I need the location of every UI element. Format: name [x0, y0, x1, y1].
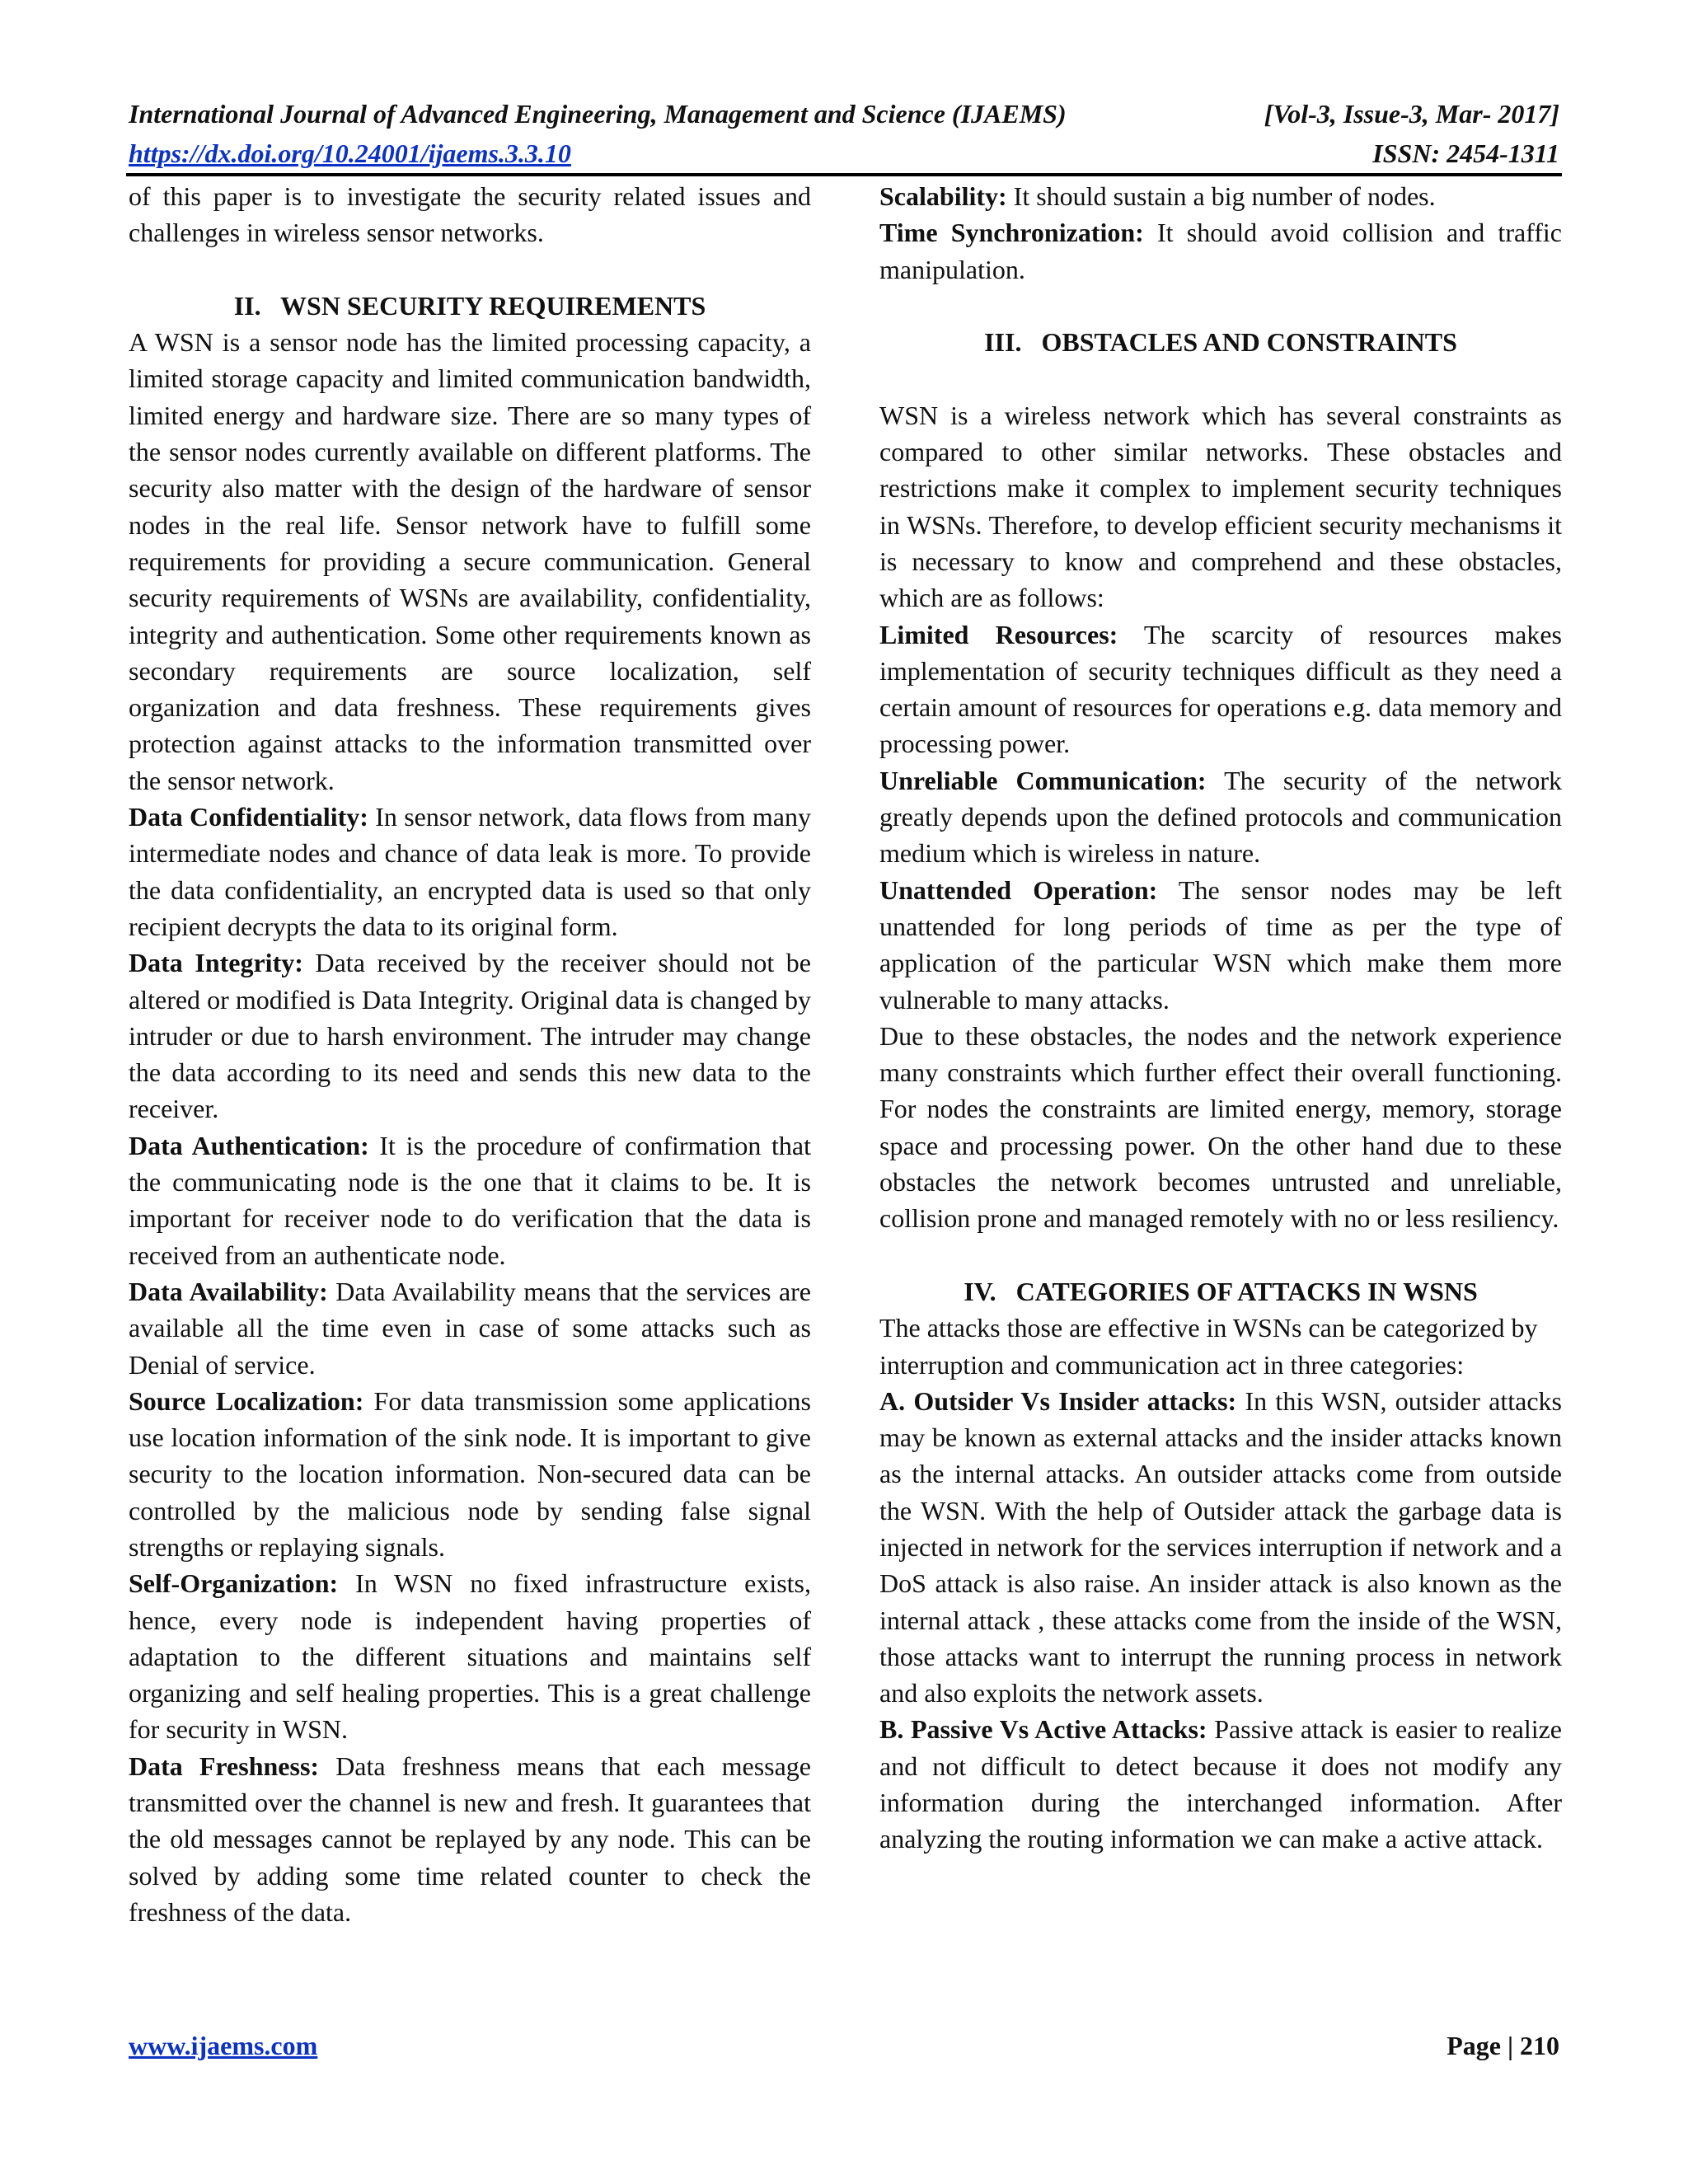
- attack-item: A. Outsider Vs Insider attacks: In this WSN, outsider attacks may be known as external attacks and the insider attacks known as the internal attacks. An outsider attacks come from outside the WSN. With the help of Outsider attack the garbage data is injected in network for the services interruption if network and a DoS attack is also raise. An insider attack is also known as the internal attack , these attacks come from the inside of the WSN, those attacks want to interrupt the running process in network and also exploits the network assets.: [879, 1385, 1563, 1708]
- section-3-closing: Due to these obstacles, the nodes and the network experience many constraints which further effect their overall functioning. For nodes the constraints are limited energy, memory, storage space and processing power. On the other hand due to these obstacles the network becomes untrusted and unreliable, collision prone and managed remotely with no or less resiliency.: [879, 1020, 1562, 1234]
- section-3-body: WSN is a wireless network which has several constraints as compared to other similar networks. These obstacles and restrictions make it complex to implement security techniques in WSNs. Therefore, to develop efficient security mechanisms it is necessary to know and comprehend and these obstacles, which are as follows:: [879, 400, 1562, 613]
- term: Data Confidentiality:: [129, 802, 368, 832]
- term: Self-Organization:: [129, 1568, 339, 1599]
- section-3-heading: III. OBSTACLES AND CONSTRAINTS: [984, 327, 1457, 358]
- term: Data Integrity:: [129, 948, 303, 978]
- intro-paragraph: of this paper is to investigate the security related issues and challenges in wireless sensor networks.: [129, 181, 811, 248]
- term: Data Authentication:: [129, 1130, 369, 1160]
- issn: ISSN: 2454-1311: [1372, 138, 1559, 168]
- term: B. Passive Vs Active Attacks:: [879, 1714, 1207, 1745]
- doi-link[interactable]: https://dx.doi.org/10.24001/ijaems.3.3.10: [129, 138, 571, 168]
- requirement-item: Data Integrity: Data received by the receiver should not be altered or modified is Data Integrity. Original data is changed by intruder or due to harsh environment. The intruder may change the data according to its need and sends this new data to the receiver.: [129, 948, 812, 1124]
- term: Scalability:: [879, 181, 1007, 211]
- requirement-item: Source Localization: For data transmission some applications use location information of the sink node. It is important to give security to the location information. Non-secured data can be controlled by the malicious node by sending false signal strengths or replaying signals.: [129, 1385, 812, 1562]
- requirement-item: Self-Organization: In WSN no fixed infrastructure exists, hence, every node is independent having properties of adaptation to the different situations and maintains self organizing and self healing properties. This is a great challenge for security in WSN.: [129, 1568, 811, 1745]
- section-4-heading: IV. CATEGORIES OF ATTACKS IN WSNS: [964, 1276, 1478, 1306]
- term: Unreliable Communication:: [879, 765, 1207, 795]
- term: A. Outsider Vs Insider attacks:: [879, 1385, 1237, 1416]
- obstacle-item: Unreliable Communication: The security of the network greatly depends upon the defined protocols and communication medium which is wireless in nature.: [879, 765, 1563, 869]
- page-number: Page | 210: [1447, 2031, 1559, 2060]
- section-2-heading: II. WSN SECURITY REQUIREMENTS: [233, 290, 706, 321]
- term: Source Localization:: [129, 1385, 364, 1416]
- attack-item: B. Passive Vs Active Attacks: Passive attack is easier to realize and not difficult to detect because it does not modify any information during the interchanged information. After analyzing the routing information we can make a active attack.: [879, 1714, 1563, 1854]
- section-2-body: A WSN is a sensor node has the limited processing capacity, a limited storage capacity and limited communication bandwidth, limited energy and hardware size. There are so many types of the sensor nodes currently available on different platforms. The security also matter with the design of the hardware of sensor nodes in the real life. Sensor network have to fulfill some requirements for providing a secure communication. General security requirements of WSNs are availability, confidentiality, integrity and authentication. Some other requirements known as secondary requirements are source localization, self organization and data freshness. These requirements gives protection against attacks to the information transmitted over the sensor network.: [129, 327, 811, 795]
- header-rule: [126, 173, 1562, 176]
- term: Limited Resources:: [879, 619, 1118, 649]
- section-4-intro: The attacks those are effective in WSNs can be categorized by interruption and communication act in three categories:: [879, 1313, 1538, 1380]
- page-footer: [129, 2031, 1559, 2061]
- volume-info: [Vol-3, Issue-3, Mar- 2017]: [1264, 99, 1559, 129]
- requirement-item: Scalability: It should sustain a big number of nodes.: [879, 181, 1436, 211]
- term: Unattended Operation:: [879, 874, 1158, 905]
- term: Time Synchronization:: [879, 218, 1144, 248]
- footer-url[interactable]: www.ijaems.com: [129, 2031, 318, 2060]
- right-column: [879, 178, 1562, 1858]
- left-column: [129, 178, 811, 1930]
- requirement-item: Data Confidentiality: In sensor network, data flows from many intermediate nodes and chance of data leak is more. To provide the data confidentiality, an encrypted data is used so that only recipient decrypts the data to its original form.: [129, 802, 812, 941]
- requirement-item: Data Availability: Data Availability means that the services are available all the time even in case of some attacks such as Denial of service.: [129, 1276, 811, 1380]
- journal-title: International Journal of Advanced Engineering, Management and Science (IJAEMS): [129, 99, 1067, 129]
- requirement-item: Time Synchronization: It should avoid collision and traffic manipulation.: [879, 218, 1563, 284]
- term: Data Availability:: [129, 1276, 328, 1306]
- running-header: [129, 94, 1559, 173]
- requirement-item: Data Authentication: It is the procedure of confirmation that the communicating node is the one that it claims to be. It is important for receiver node to do verification that the data is received from an authenticate node.: [129, 1130, 812, 1270]
- requirement-item: Data Freshness: Data freshness means that each message transmitted over the channel is new and fresh. It guarantees that the old messages cannot be replayed by any node. This can be solved by adding some time related counter to check the freshness of the data.: [129, 1750, 812, 1927]
- obstacle-item: Unattended Operation: The sensor nodes may be left unattended for long periods of time as per the type of application of the particular WSN which make them more vulnerable to many attacks.: [879, 874, 1563, 1015]
- term: Data Freshness:: [129, 1750, 320, 1781]
- obstacle-item: Limited Resources: The scarcity of resources makes implementation of security techniques difficult as they need a certain amount of resources for operations e.g. data memory and processing power.: [879, 619, 1563, 759]
